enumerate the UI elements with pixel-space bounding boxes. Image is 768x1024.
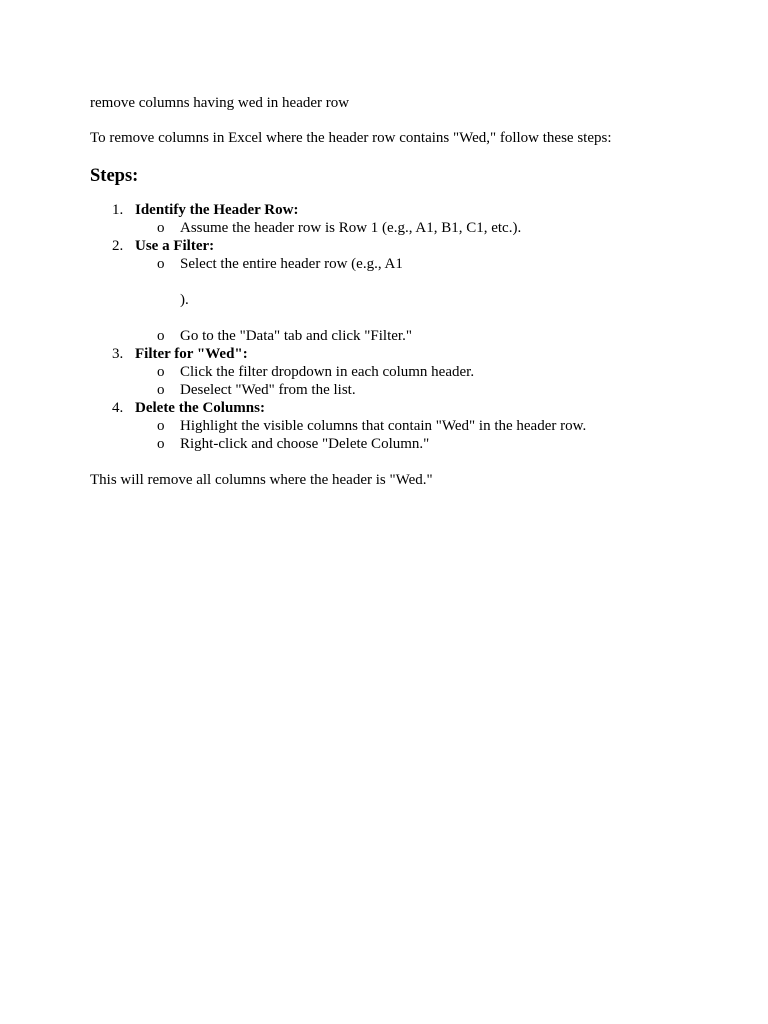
steps-list xyxy=(90,201,710,453)
bullet-icon: o xyxy=(157,328,165,344)
substep-text: Right-click and choose "Delete Column." xyxy=(180,436,430,452)
step-title: Delete the Columns: xyxy=(135,400,265,416)
step-number: 2. xyxy=(112,238,124,254)
substep-item xyxy=(135,435,710,453)
substep-text: Click the filter dropdown in each column header. xyxy=(180,364,475,380)
substep-text: Assume the header row is Row 1 (e.g., A1, B1, C1, etc.). xyxy=(180,220,522,236)
bullet-icon: o xyxy=(157,364,165,380)
step-title: Identify the Header Row: xyxy=(135,202,299,218)
substep-item xyxy=(135,363,710,381)
closing-paragraph: This will remove all columns where the header is "Wed." xyxy=(90,472,433,488)
step-title: Use a Filter: xyxy=(135,238,215,254)
substep-item xyxy=(135,327,710,345)
step-item xyxy=(90,237,710,345)
step-number: 4. xyxy=(112,400,124,416)
substep-item xyxy=(135,219,710,237)
substep-text: Select the entire header row (e.g., A1 xyxy=(180,256,403,272)
bullet-icon: o xyxy=(157,418,165,434)
document-page xyxy=(90,94,710,489)
substep-text: Highlight the visible columns that contain "Wed" in the header row. xyxy=(180,418,587,434)
substep-text: Deselect "Wed" from the list. xyxy=(180,382,356,398)
step-number: 1. xyxy=(112,202,124,218)
substep-list xyxy=(135,363,710,399)
step-number: 3. xyxy=(112,346,124,362)
bullet-icon: o xyxy=(157,382,165,398)
intro-paragraph: To remove columns in Excel where the header row contains "Wed," follow these steps: xyxy=(90,130,612,146)
substep-item xyxy=(135,381,710,399)
step-title: Filter for "Wed": xyxy=(135,346,248,362)
substep-list xyxy=(135,219,710,237)
substep-text: Go to the "Data" tab and click "Filter." xyxy=(180,328,412,344)
step-item xyxy=(90,201,710,237)
query-text: remove columns having wed in header row xyxy=(90,95,350,111)
step-item xyxy=(90,345,710,399)
substep-item xyxy=(135,255,710,309)
steps-heading: Steps: xyxy=(90,166,139,186)
substep-continuation: ). xyxy=(180,292,189,308)
substep-list xyxy=(135,417,710,453)
bullet-icon: o xyxy=(157,220,165,236)
bullet-icon: o xyxy=(157,256,165,272)
substep-item xyxy=(135,417,710,435)
bullet-icon: o xyxy=(157,436,165,452)
substep-list xyxy=(135,255,710,345)
step-item xyxy=(90,399,710,453)
